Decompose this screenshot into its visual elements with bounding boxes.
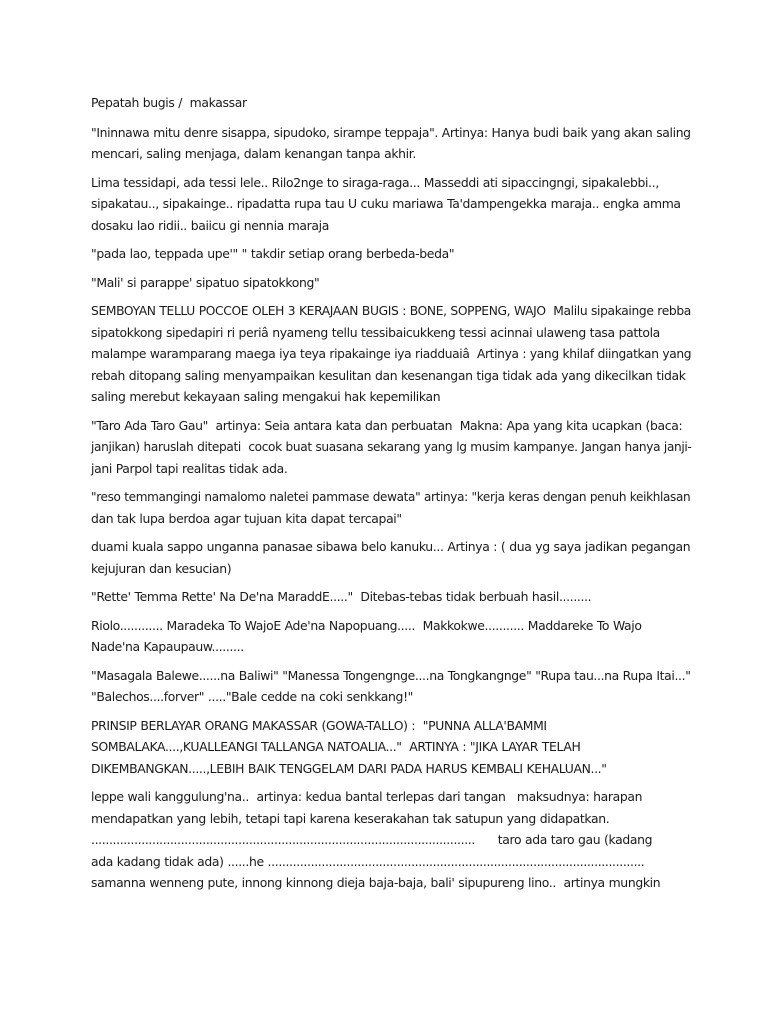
- text-line: "reso temmangingi namalomo naletei pammase dewata" artinya: "kerja keras dengan penuh keikhlasan: [91, 489, 691, 504]
- paragraph: [91, 615, 683, 658]
- text-line: saling merebut kekayaan saling mengakui hak kepemilikan: [91, 389, 441, 404]
- text-line: ada kadang tidak ada) ......he .........................................................................................................: [91, 853, 645, 869]
- paragraph: [91, 715, 683, 780]
- paragraph: [91, 486, 691, 529]
- text-line: dan tak lupa berdoa agar tujuan kita dapat tercapai": [91, 510, 402, 526]
- text-line: "Mali' si parappe' sipatuo sipatokkong": [91, 274, 320, 290]
- paragraph: [91, 300, 692, 408]
- text-line: "Taro Ada Taro Gau" artinya: Seia antara kata dan perbuatan Makna: Apa yang kita ucapkan (baca:: [91, 417, 683, 433]
- text-line: Nade'na Kapaupauw.........: [91, 639, 244, 654]
- text-line: "Balechos....forver" ....."Bale cedde na coki senkkang!": [91, 689, 414, 704]
- text-line: "Masagala Balewe......na Baliwi" "Manessa Tongengnge....na Tongkangnge" "Rupa tau...na Rupa Itai...": [91, 667, 691, 683]
- text-line: dosaku lao ridii.. baiicu gi nennia maraja: [91, 217, 329, 233]
- text-line: samanna wenneng pute, innong kinnong dieja baja-baja, bali' sipupureng lino.. artinya mungkin: [91, 875, 661, 890]
- paragraph: [91, 665, 691, 708]
- paragraph: [91, 243, 683, 265]
- text-line: Lima tessidapi, ada tessi lele.. Rilo2nge to siraga-raga... Masseddi ati sipaccingngi, sipakalebbi..,: [91, 174, 659, 190]
- text-line: SEMBOYAN TELLU POCCOE OLEH 3 KERAJAAN BUGIS : BONE, SOPPENG, WAJO Malilu sipakainge rebba: [91, 303, 691, 318]
- text-line: sipatokkong sipedapiri ri periâ nyameng tellu tessibaicukkeng tessi acinnai ulaweng tasa pattola: [91, 324, 660, 340]
- text-line: kejujuran dan kesucian): [91, 560, 232, 576]
- document-body: [91, 92, 692, 901]
- paragraph: [91, 122, 691, 165]
- text-line: duami kuala sappo unganna panasae sibawa belo kanuku... Artinya : ( dua yg saya jadikan pegangan: [91, 539, 691, 554]
- paragraph: [91, 536, 691, 579]
- text-line: janjikan) haruslah ditepati cocok buat suasana sekarang yang lg musim kampanye. Jangan hanya janji-: [91, 439, 692, 454]
- text-line: Riolo............ Maradeka To WajoE Ade'na Napopuang..... Makkokwe........... Maddareke To Wajo: [91, 617, 642, 633]
- text-line: PRINSIP BERLAYAR ORANG MAKASSAR (GOWA-TALLO) : "PUNNA ALLA'BAMMI: [91, 717, 547, 733]
- text-line: DIKEMBANGKAN.....,LEBIH BAIK TENGGELAM DARI PADA HARUS KEMBALI KEHALUAN...": [91, 760, 607, 776]
- text-line: "Ininnawa mitu denre sisappa, sipudoko, sirampe teppaja". Artinya: Hanya budi baik yang akan saling: [91, 124, 691, 140]
- text-line: SOMBALAKA....,KUALLEANGI TALLANGA NATOALIA..." ARTINYA : "JIKA LAYAR TELAH: [91, 739, 581, 754]
- text-line: mendapatkan yang lebih, tetapi tapi karena keserakahan tak satupun yang didapatkan.: [91, 810, 610, 826]
- text-line: leppe wali kanggulung'na.. artinya: kedua bantal terlepas dari tangan maksudnya: harapan: [91, 789, 643, 804]
- paragraph: [91, 272, 683, 294]
- paragraph: [91, 172, 683, 237]
- text-line: jani Parpol tapi realitas tidak ada.: [91, 460, 288, 476]
- text-line: sipakatau.., sipakainge.. ripadatta rupa tau U cuku mariawa Ta'dampengekka maraja.. engka amma: [91, 196, 681, 211]
- text-line: mencari, saling menjaga, dalam kenangan tanpa akhir.: [91, 146, 416, 161]
- paragraph: [91, 415, 692, 480]
- paragraph: [91, 586, 683, 608]
- text-line: "pada lao, teppada upe'" " takdir setiap orang berbeda-beda": [91, 246, 455, 261]
- text-line: rebah ditopang saling menyampaikan kesulitan dan kesenangan tiga tidak ada yang dikecilkan tidak: [91, 367, 686, 383]
- document-title: Pepatah bugis / makassar: [91, 95, 247, 110]
- text-line: ........................................................................................................... taro ada taro gau (kadang: [91, 832, 653, 847]
- paragraph: [91, 786, 683, 894]
- text-line: "Rette' Temma Rette' Na De'na MaraddE....." Ditebas-tebas tidak berbuah hasil.........: [91, 589, 592, 604]
- text-line: malampe waramparang maega iya teya ripakainge iya riadduaiâ Artinya : yang khilaf diingatkan yang: [91, 346, 692, 361]
